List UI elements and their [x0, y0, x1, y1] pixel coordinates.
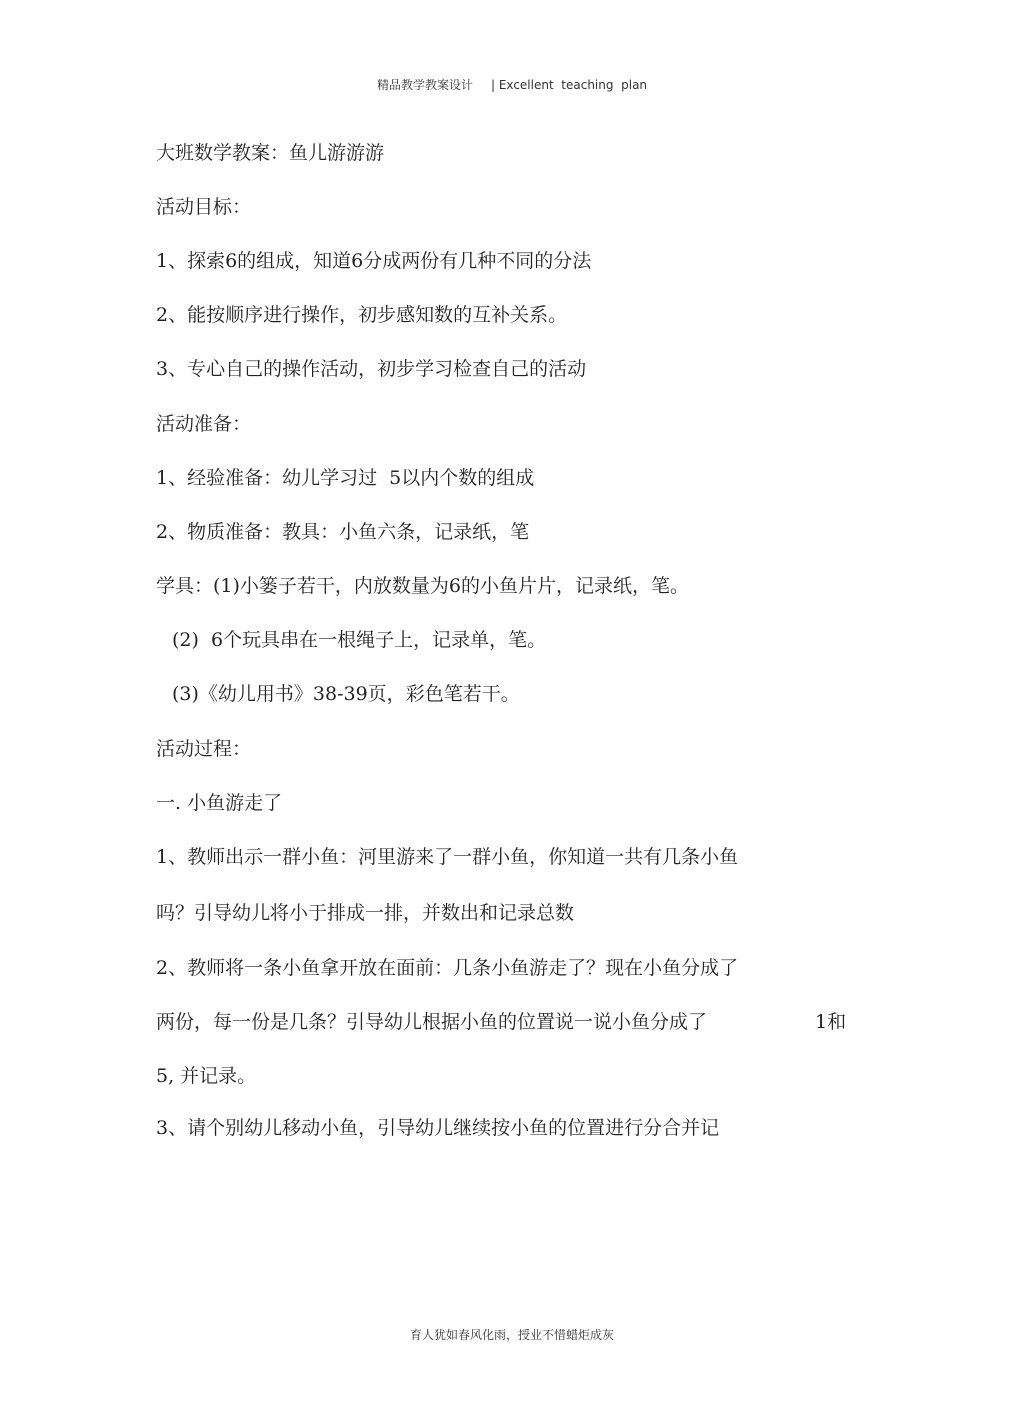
page-header [0, 76, 1024, 93]
prep-item-5: (3)《幼儿用书》38-39页，彩色笔若干。 [172, 683, 520, 705]
header-title: 精品教学教案设计 [376, 78, 473, 92]
prep-item-3: 学具：(1)小篓子若干，内放数量为6的小鱼片片，记录纸，笔。 [156, 575, 690, 597]
step-2-line-3: 5, 并记录。 [156, 1065, 257, 1087]
prep-item-2: 2、物质准备：教具：小鱼六条，记录纸，笔 [156, 521, 530, 543]
step-2-line-1: 2、教师将一条小鱼拿开放在面前：几条小鱼游走了？现在小鱼分成了 [156, 957, 739, 979]
document-title: 大班数学教案：鱼儿游游游 [156, 142, 385, 164]
prep-item-4: (2) 6个玩具串在一根绳子上，记录单，笔。 [172, 629, 547, 651]
step-2-line-2: 两份，每一份是几条？引导幼儿根据小鱼的位置说一说小鱼分成了 [156, 1011, 708, 1033]
step-1-line-1: 1、教师出示一群小鱼：河里游来了一群小鱼，你知道一共有几条小鱼 [156, 846, 739, 868]
goal-item-2: 2、能按顺序进行操作，初步感知数的互补关系。 [156, 304, 568, 326]
goals-heading: 活动目标： [156, 196, 252, 218]
goal-item-3: 3、专心自己的操作活动，初步学习检查自己的活动 [156, 358, 587, 380]
header-subtitle: | Excellent teaching plan [490, 78, 648, 92]
process-heading: 活动过程： [156, 738, 252, 760]
step-1-line-2: 吗？引导幼儿将小于排成一排，并数出和记录总数 [156, 902, 575, 924]
prep-item-1: 1、经验准备：幼儿学习过 5以内个数的组成 [156, 467, 535, 489]
process-part-1: 一. 小鱼游走了 [156, 792, 283, 814]
step-3-line-1: 3、请个别幼儿移动小鱼，引导幼儿继续按小鱼的位置进行分合并记 [156, 1117, 720, 1139]
step-2-line-2-tail: 1和 [815, 1011, 847, 1033]
page-footer: 育人犹如春风化雨，授业不惜蜡炬成灰 [409, 1328, 614, 1342]
goal-item-1: 1、探索6的组成，知道6分成两份有几种不同的分法 [156, 250, 592, 272]
prep-heading: 活动准备： [156, 413, 252, 435]
